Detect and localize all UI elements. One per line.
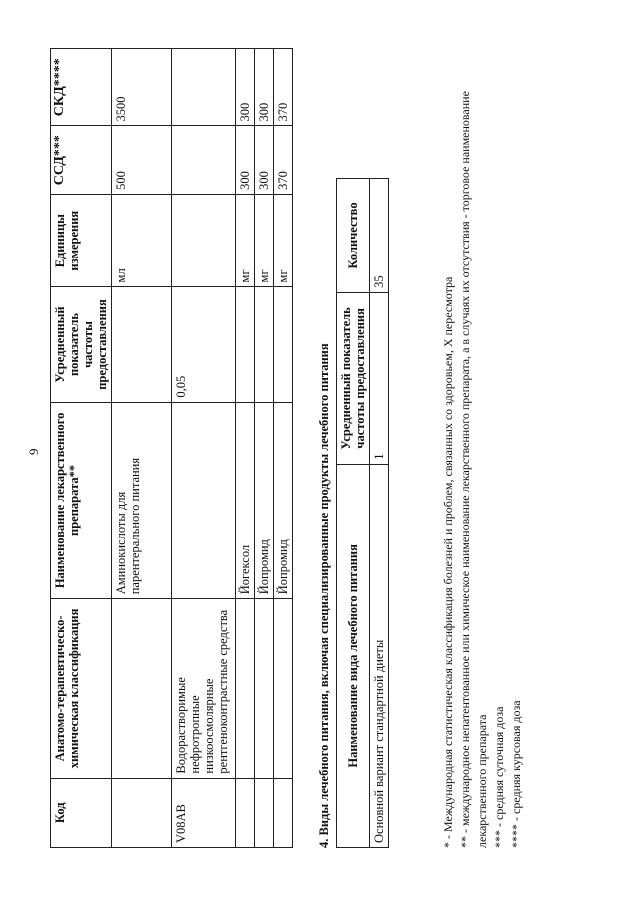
cell: [112, 778, 172, 847]
header-atc: Анатомо-терапевтическо-химическая классификация: [51, 599, 112, 778]
footnotes: [440, 48, 525, 848]
nutrition-table: [336, 178, 389, 848]
cell: 370: [274, 126, 293, 194]
cell: 500: [112, 126, 172, 194]
cell: [236, 287, 255, 402]
header-drug-name: Наименование лекарственного препарата**: [51, 402, 112, 599]
footnote: ** - международное непатентованное или химическое наименование лекарственного препарата, а в случаях их отсутствия - торговое наименование лекарственного препарата: [458, 91, 489, 848]
cell: мг: [255, 194, 274, 287]
cell: 300: [236, 49, 255, 126]
cell: 35: [370, 179, 389, 293]
cell: 3500: [112, 49, 172, 126]
cell: 300: [255, 126, 274, 194]
cell: 1: [370, 292, 389, 464]
footnote: * - Международная статистическая классификация болезней и проблем, связанных со здоровьем, X пересмотра: [441, 276, 455, 848]
drug-table: [50, 48, 293, 848]
cell: [236, 778, 255, 847]
cell: [112, 599, 172, 778]
cell: мг: [236, 194, 255, 287]
cell: V08AB: [172, 778, 236, 847]
cell: [172, 126, 236, 194]
cell: Йопромид: [274, 402, 293, 599]
cell: мл: [112, 194, 172, 287]
header-frequency: Усредненный показатель частоты предоставления: [337, 292, 370, 464]
cell: Йогексол: [236, 402, 255, 599]
cell: [236, 599, 255, 778]
table-row: [172, 49, 236, 848]
cell: [172, 49, 236, 126]
cell: [255, 778, 274, 847]
cell: Аминокислоты для парентерального питания: [112, 402, 172, 599]
cell: Водорастворимые нефротропные низкоосмолярные рентгеноконтрастные средства: [172, 599, 236, 778]
table-row: [370, 179, 389, 848]
table-header-row: [51, 49, 112, 848]
cell: [112, 287, 172, 402]
header-quantity: Количество: [337, 179, 370, 293]
table-row: [236, 49, 255, 848]
table-row: [255, 49, 274, 848]
section-title: 4. Виды лечебного питания, включая специализированные продукты лечебного питания: [317, 343, 331, 848]
header-frequency: Усредненный показатель частоты предоставления: [51, 287, 112, 402]
cell: [255, 287, 274, 402]
cell: 370: [274, 49, 293, 126]
cell: 300: [236, 126, 255, 194]
cell: [274, 599, 293, 778]
cell: [172, 194, 236, 287]
footnote: **** - средняя курсовая доза: [509, 700, 523, 848]
table-row: [274, 49, 293, 848]
cell: [255, 599, 274, 778]
cell: 0,05: [172, 287, 236, 402]
header-code: Код: [51, 778, 112, 847]
header-units: Единицы измерения: [51, 194, 112, 287]
table-row: [112, 49, 172, 848]
page-number: 9: [26, 448, 41, 455]
header-nutrition-name: Наименование вида лечебного питания: [337, 464, 370, 847]
table-header-row: [337, 179, 370, 848]
cell: Основной вариант стандартной диеты: [370, 464, 389, 847]
cell: [274, 287, 293, 402]
header-ssd: ССД***: [51, 126, 112, 194]
header-skd: СКД****: [51, 49, 112, 126]
cell: [274, 778, 293, 847]
cell: Йопромид: [255, 402, 274, 599]
footnote: *** - средняя суточная доза: [492, 706, 506, 848]
cell: [172, 402, 236, 599]
cell: 300: [255, 49, 274, 126]
cell: мг: [274, 194, 293, 287]
